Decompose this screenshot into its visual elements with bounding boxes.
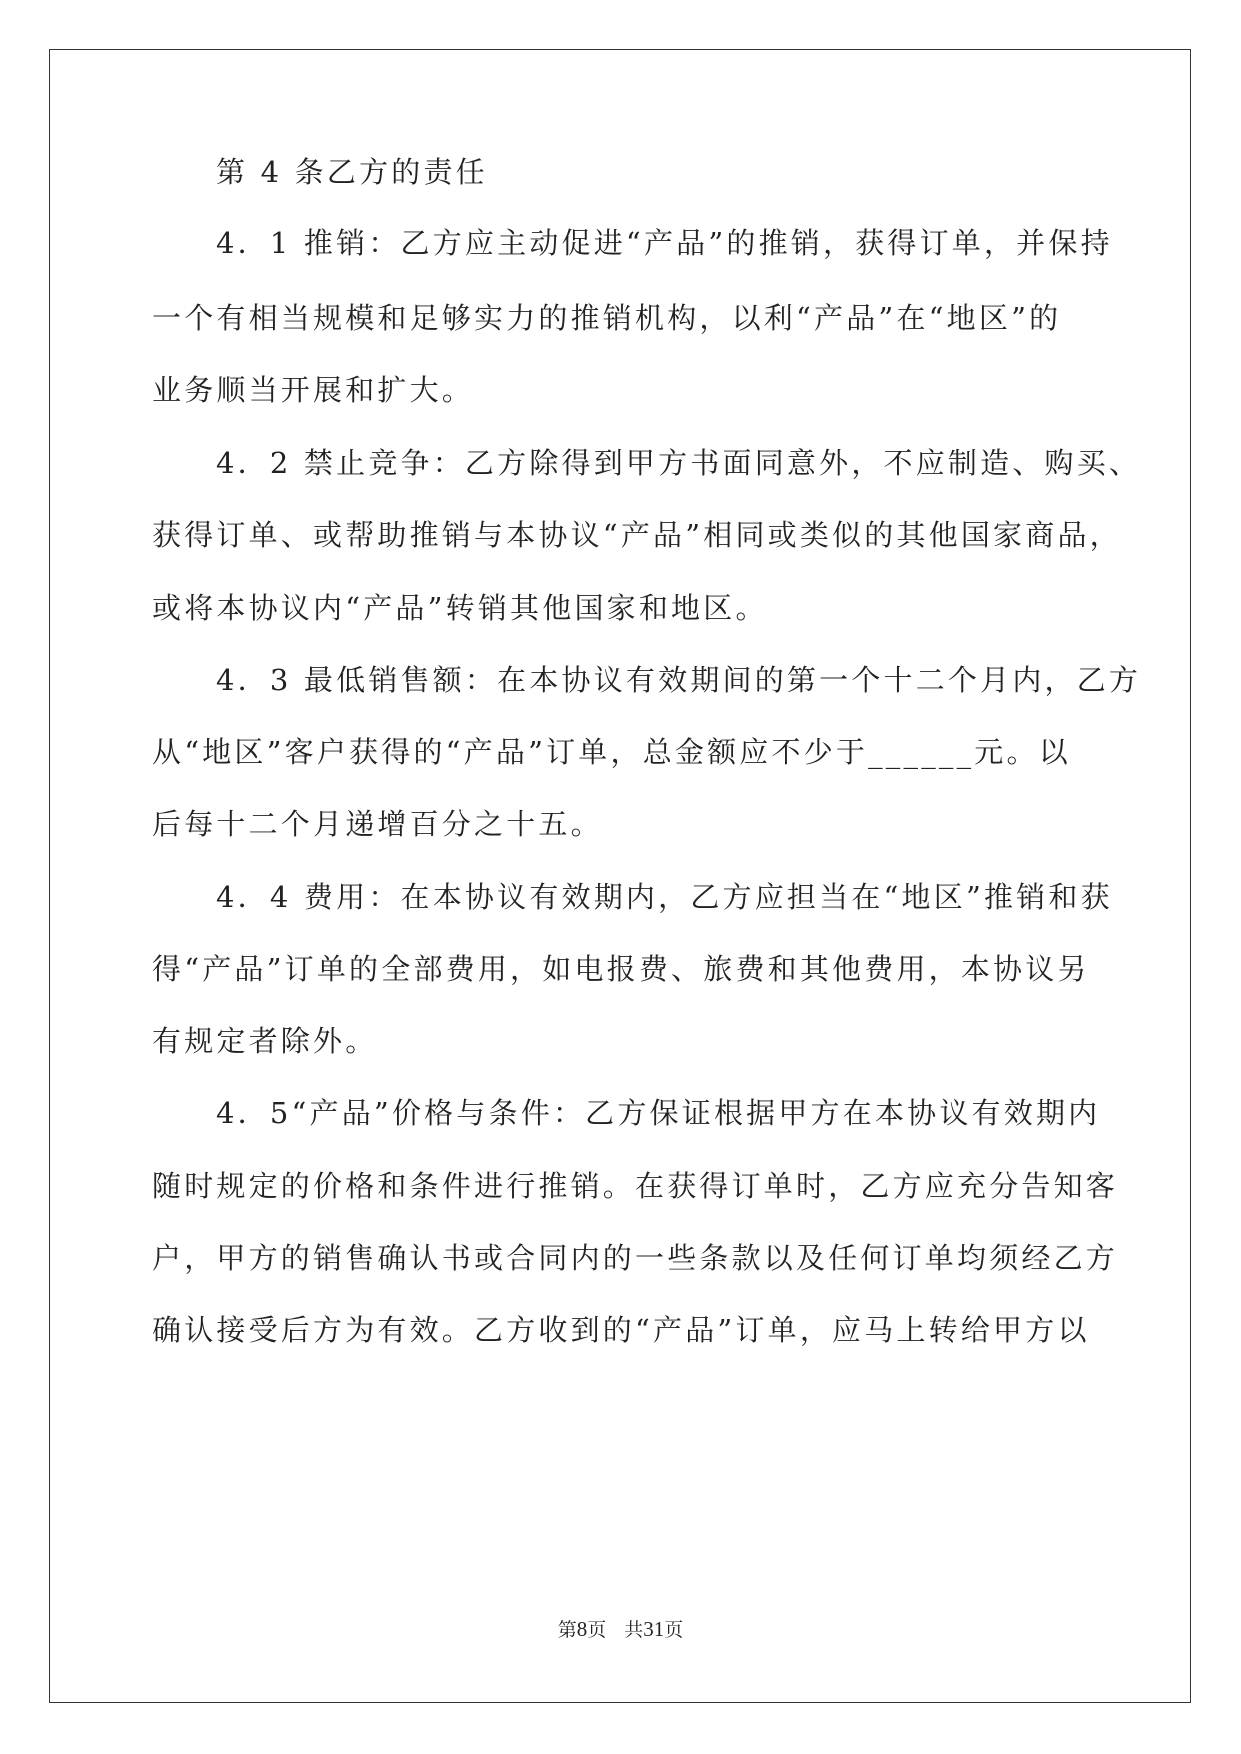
paragraph-line: 随时规定的价格和条件进行推销。在获得订单时，乙方应充分告知客	[152, 1169, 1119, 1203]
paragraph-line: 或将本协议内“产品”转销其他国家和地区。	[152, 591, 768, 625]
paragraph-line: 4．3 最低销售额：在本协议有效期间的第一个十二个月内，乙方	[216, 663, 1142, 697]
paragraph-line: 4．2 禁止竞争：乙方除得到甲方书面同意外，不应制造、购买、	[216, 446, 1142, 480]
paragraph-line: 从“地区”客户获得的“产品”订单，总金额应不少于______元。以	[152, 735, 1071, 769]
paragraph-line: 户，甲方的销售确认书或合同内的一些条款以及任何订单均须经乙方	[152, 1241, 1119, 1275]
article-heading: 第 4 条乙方的责任	[216, 155, 488, 189]
page-number: 8	[576, 1617, 588, 1641]
paragraph-line: 后每十二个月递增百分之十五。	[152, 807, 603, 841]
page-prefix: 第	[557, 1619, 577, 1641]
paragraph-line: 获得订单、或帮助推销与本协议“产品”相同或类似的其他国家商品，	[152, 518, 1122, 552]
total-prefix: 共	[624, 1619, 644, 1641]
paragraph-line: 确认接受后方为有效。乙方收到的“产品”订单，应马上转给甲方以	[152, 1313, 1090, 1347]
paragraph-line: 4．4 费用：在本协议有效期内，乙方应担当在“地区”推销和获	[216, 880, 1113, 914]
paragraph-line: 得“产品”订单的全部费用，如电报费、旅费和其他费用，本协议另	[152, 952, 1090, 986]
paragraph-line: 有规定者除外。	[152, 1024, 378, 1058]
paragraph-line: 4．5“产品”价格与条件：乙方保证根据甲方在本协议有效期内	[216, 1096, 1101, 1130]
paragraph-line: 一个有相当规模和足够实力的推销机构，以利“产品”在“地区”的	[152, 301, 1062, 335]
paragraph-line: 4．1 推销：乙方应主动促进“产品”的推销，获得订单，并保持	[216, 226, 1113, 260]
total-pages: 31	[643, 1617, 665, 1641]
page-footer	[0, 1616, 1241, 1643]
total-suffix: 页	[664, 1619, 684, 1641]
page-suffix: 页	[587, 1619, 607, 1641]
paragraph-line: 业务顺当开展和扩大。	[152, 373, 475, 407]
